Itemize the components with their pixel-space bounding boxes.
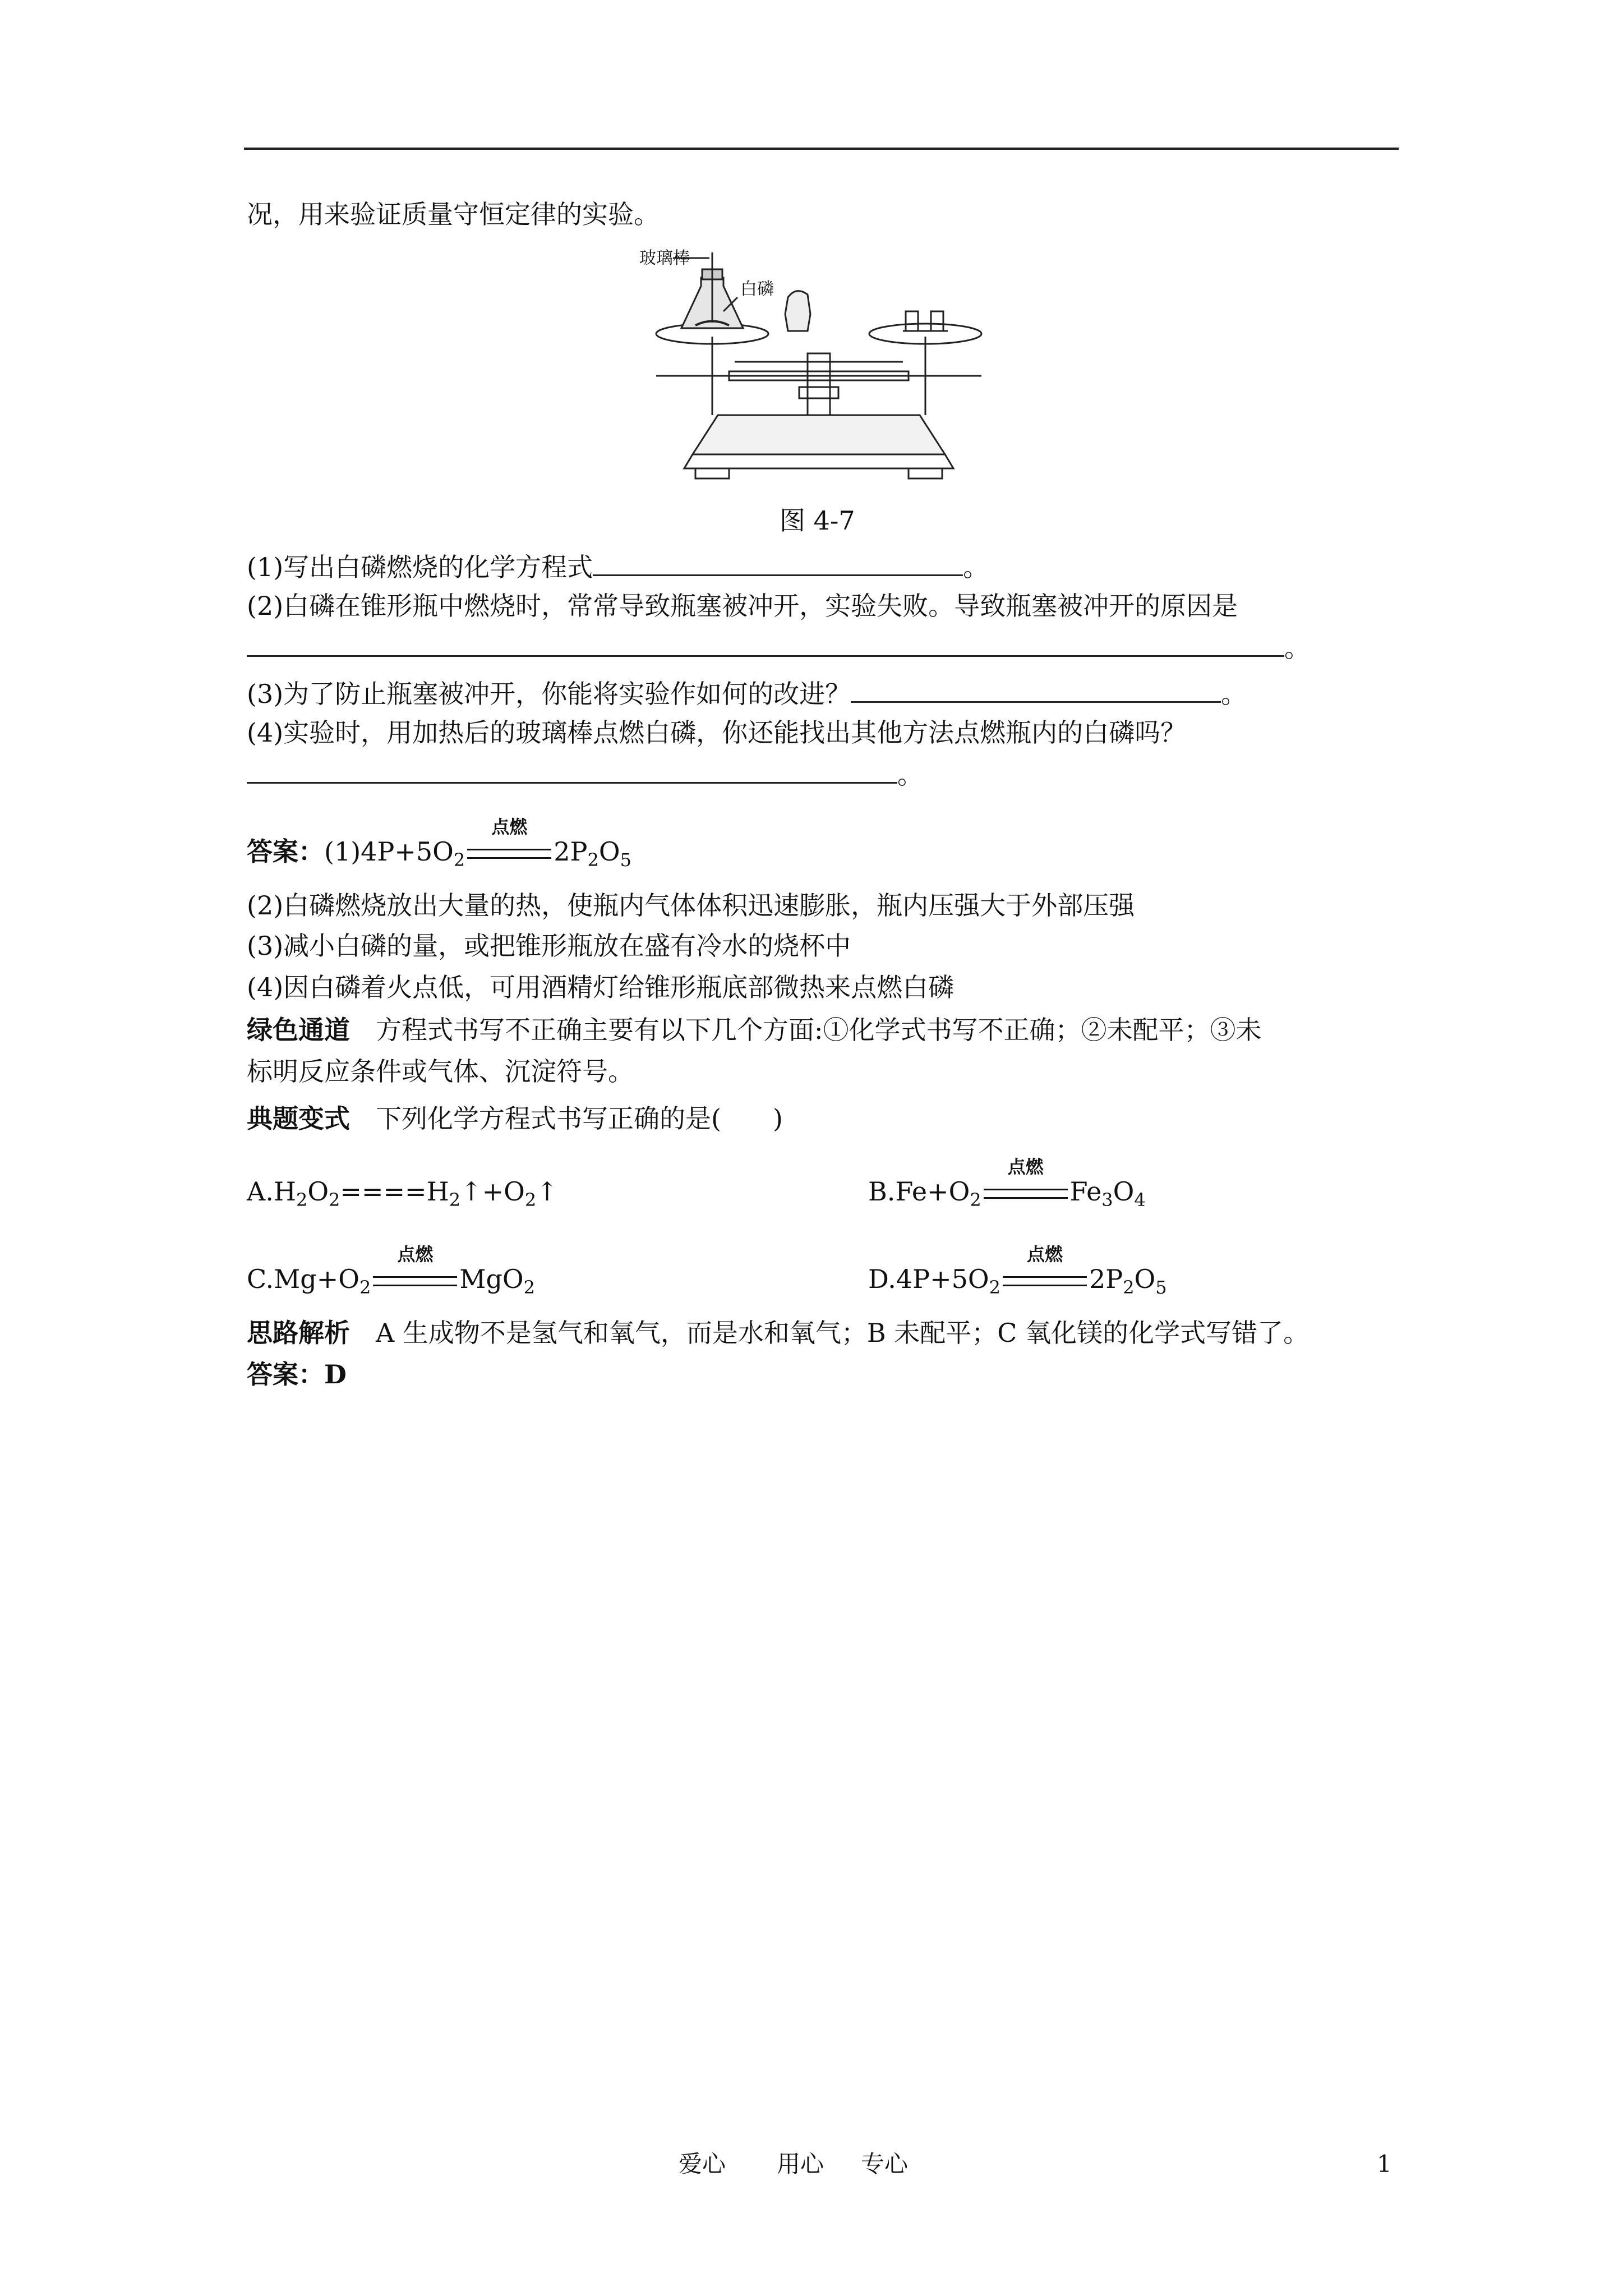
variant-question xyxy=(247,1102,783,1135)
subscript: 2 xyxy=(970,1189,981,1211)
option-a[interactable] xyxy=(247,1175,558,1211)
option-c-text: MgO xyxy=(459,1264,524,1294)
analysis-text: A 生成物不是氢气和氧气，而是水和氧气；B 未配平；C 氧化镁的化学式写错了。 xyxy=(350,1318,1310,1348)
header-rule xyxy=(244,148,1399,150)
question-1-text: (1)写出白磷燃烧的化学方程式 xyxy=(247,552,593,582)
subscript: 5 xyxy=(620,849,631,871)
figure-label-rod: 玻璃棒 xyxy=(639,249,690,268)
option-a-text: A.H xyxy=(247,1176,296,1207)
subscript: 2 xyxy=(359,1277,371,1298)
question-3 xyxy=(247,675,1247,711)
equation-product: 2P xyxy=(554,836,588,867)
footer-motto-1: 爱心 xyxy=(679,2150,726,2178)
subscript: 2 xyxy=(989,1277,1000,1298)
analysis-label: 思路解析 xyxy=(247,1318,350,1348)
reaction-condition: 点燃 xyxy=(491,816,528,838)
period: 。 xyxy=(1284,633,1310,663)
tip-text-1: 方程式书写不正确主要有以下几个方面:①化学式书写不正确；②未配平；③未 xyxy=(350,1015,1262,1045)
question-3-text: (3)为了防止瓶塞被冲开，你能将实验作如何的改进？ xyxy=(247,679,851,709)
answer-label: 答案： xyxy=(247,836,324,867)
reaction-condition: 点燃 xyxy=(397,1244,434,1265)
reaction-condition: 点燃 xyxy=(1007,1156,1044,1177)
reaction-arrow xyxy=(1003,1244,1087,1296)
page-number: 1 xyxy=(1377,2150,1392,2178)
question-4-blank-line xyxy=(247,756,923,792)
subscript: 2 xyxy=(524,1189,537,1211)
footer-motto-3: 专心 xyxy=(861,2150,909,2178)
subscript: 3 xyxy=(1101,1189,1113,1211)
option-c-text: C.Mg+O xyxy=(247,1264,359,1294)
answer-2: (2)白磷燃烧放出大量的热，使瓶内气体体积迅速膨胀，瓶内压强大于外部压强 xyxy=(247,890,1135,921)
option-d-text: O xyxy=(1134,1264,1156,1294)
subscript: 4 xyxy=(1134,1189,1146,1211)
reaction-arrow xyxy=(467,816,551,868)
tip-line-1 xyxy=(247,1013,1262,1047)
answer-blank-2[interactable] xyxy=(247,629,1284,657)
period: 。 xyxy=(1221,679,1247,709)
period: 。 xyxy=(963,552,989,582)
figure-label-phosphorus: 白磷 xyxy=(740,279,774,299)
variant-text: 下列化学方程式书写正确的是( ) xyxy=(350,1103,783,1134)
answer-blank-4[interactable] xyxy=(247,756,897,784)
option-b[interactable] xyxy=(868,1156,1146,1211)
option-b-text: O xyxy=(1113,1176,1135,1207)
figure-caption: 图 4-7 xyxy=(780,505,855,536)
question-2: (2)白磷在锥形瓶中燃烧时，常常导致瓶塞被冲开，实验失败。导致瓶塞被冲开的原因是 xyxy=(247,591,1238,621)
subscript: 2 xyxy=(523,1277,535,1298)
option-c[interactable] xyxy=(247,1244,535,1298)
final-answer-label: 答案： xyxy=(247,1359,324,1389)
option-b-text: B.Fe+O xyxy=(868,1176,970,1207)
subscript: 2 xyxy=(587,849,599,871)
tip-label: 绿色通道 xyxy=(247,1015,350,1045)
subscript: 2 xyxy=(453,849,465,871)
reaction-arrow xyxy=(984,1156,1068,1208)
option-b-text: Fe xyxy=(1069,1176,1102,1207)
question-4: (4)实验时，用加热后的玻璃棒点燃白磷，你还能找出其他方法点燃瓶内的白磷吗？ xyxy=(247,717,1187,748)
footer-motto-2: 用心 xyxy=(777,2150,824,2178)
question-2-blank-line xyxy=(247,629,1310,665)
answer-1 xyxy=(247,816,631,871)
reaction-arrow xyxy=(373,1244,457,1296)
option-d[interactable] xyxy=(868,1244,1167,1298)
option-d-text: 2P xyxy=(1089,1264,1123,1294)
balance-figure xyxy=(639,247,998,494)
subscript: 5 xyxy=(1155,1277,1167,1298)
option-a-text: ====H xyxy=(340,1176,449,1207)
subscript: 2 xyxy=(1123,1277,1135,1298)
variant-label: 典题变式 xyxy=(247,1103,350,1134)
option-a-text: ↑+O xyxy=(460,1176,525,1207)
subscript: 2 xyxy=(329,1189,340,1211)
subscript: 2 xyxy=(296,1189,308,1211)
answer-3: (3)减小白磷的量，或把锥形瓶放在盛有冷水的烧杯中 xyxy=(247,931,851,961)
answer-blank-1[interactable] xyxy=(593,549,963,576)
final-answer-value: D xyxy=(324,1359,347,1389)
answer-4: (4)因白磷着火点低，可用酒精灯给锥形瓶底部微热来点燃白磷 xyxy=(247,972,955,1002)
option-d-text: D.4P+5O xyxy=(868,1264,989,1294)
intro-text: 况，用来验证质量守恒定律的实验。 xyxy=(247,199,660,229)
tip-line-2: 标明反应条件或气体、沉淀符号。 xyxy=(247,1056,634,1087)
subscript: 2 xyxy=(449,1189,461,1211)
equation-product-o: O xyxy=(598,836,620,867)
option-a-text: O xyxy=(307,1176,329,1207)
period: 。 xyxy=(897,760,923,790)
equation-reactants: (1)4P+5O xyxy=(324,836,454,867)
final-answer xyxy=(247,1358,347,1391)
option-a-text: ↑ xyxy=(536,1176,558,1207)
reaction-condition: 点燃 xyxy=(1026,1244,1063,1265)
answer-blank-3[interactable] xyxy=(851,675,1221,703)
question-1 xyxy=(247,549,989,584)
analysis xyxy=(247,1316,1309,1350)
